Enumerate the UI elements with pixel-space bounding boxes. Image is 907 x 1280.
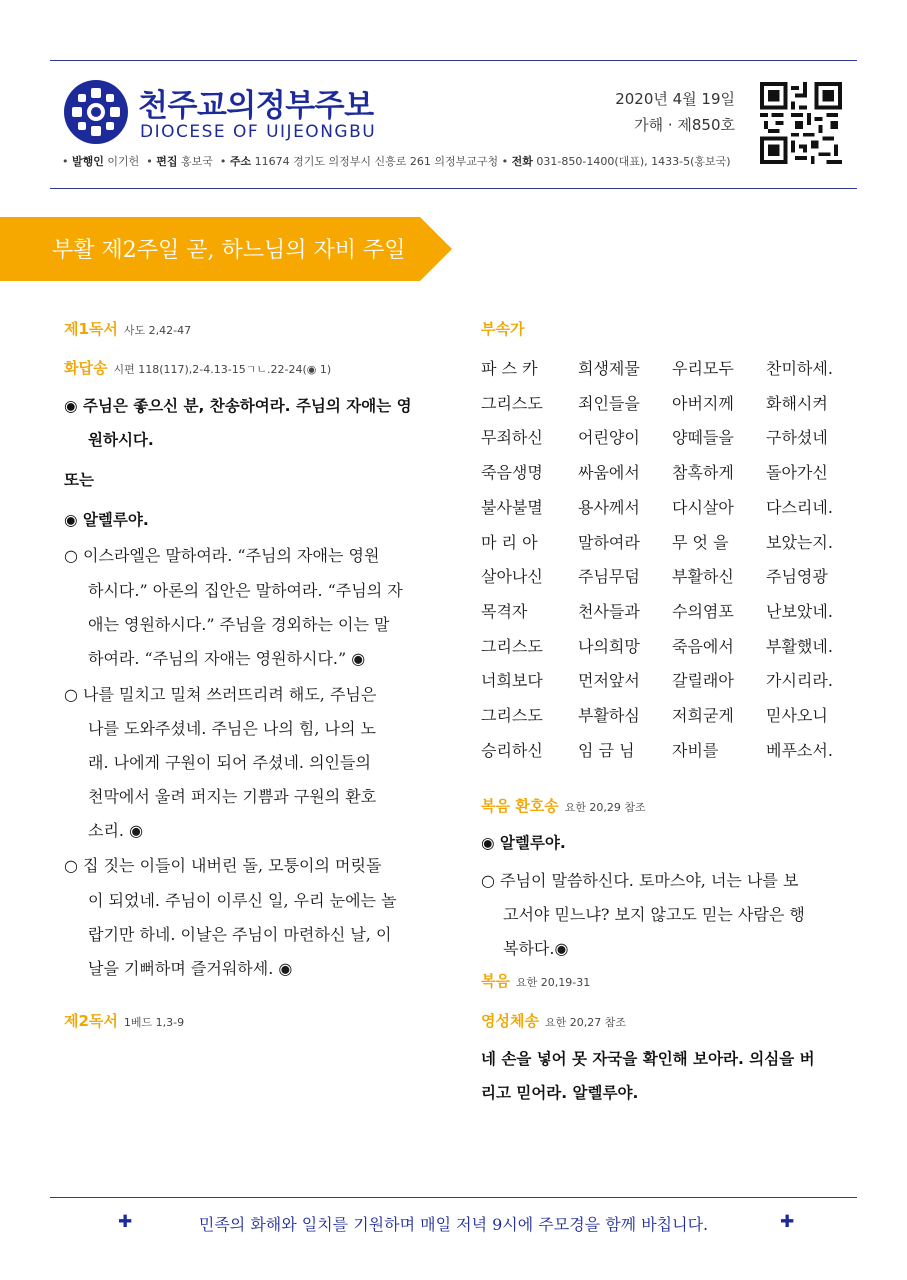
sequence-cell: 수의염포 [672, 601, 734, 621]
issue-number: 가해 · 제850호 [634, 116, 735, 134]
verse-line: 래. 나에게 구원이 되어 주셨네. 의인들의 [88, 753, 371, 772]
verse-line: 이 되었네. 주님이 이루신 일, 우리 눈에는 놀 [88, 891, 397, 910]
or-text: 또는 [64, 471, 94, 489]
header-divider [50, 188, 857, 189]
publisher-name: 이기헌 [107, 155, 140, 168]
verse-line: 하시다.” 아론의 집안은 말하여라. “주님의 자 [88, 581, 403, 600]
communion-label: 영성체송 [481, 1012, 539, 1030]
psalm-heading [64, 357, 331, 378]
sequence-cell: 자비를 [672, 740, 719, 760]
reading2-ref: 1베드 1,3-9 [123, 1016, 185, 1029]
alleluia-response: ◉ 알렐루야. [64, 511, 149, 529]
communion-heading [481, 1010, 626, 1031]
gospel-ref: 요한 20,19-31 [515, 976, 591, 989]
psalm-label: 화답송 [64, 359, 108, 377]
sequence-cell: 부활했네. [766, 636, 833, 656]
reading2-label: 제2독서 [64, 1012, 118, 1030]
gospel-label: 복음 [481, 972, 510, 990]
sequence-heading [481, 318, 524, 339]
sequence-cell: 목격자 [481, 601, 528, 621]
communion-text-line: 리고 믿어라. 알렐루야. [481, 1084, 639, 1102]
sequence-cell: 희생제물 [578, 359, 640, 378]
psalm-ref: 시편 118(117),2-4.13-15ㄱㄴ.22-24(◉ 1) [113, 363, 332, 376]
sequence-cell: 화해시켜 [766, 393, 828, 413]
sequence-cell: 보았는지. [766, 532, 833, 552]
sequence-cell: 천사들과 [578, 601, 640, 621]
sequence-cell: 불사불멸 [481, 497, 543, 517]
gospel-heading [481, 970, 590, 991]
sequence-cell: 너희보다 [481, 671, 543, 691]
sequence-cell: 부활하심 [578, 706, 640, 725]
sequence-cell: 나의희망 [578, 636, 640, 656]
verse-line: 나를 도와주셨네. 주님은 나의 힘, 나의 노 [88, 719, 376, 738]
sequence-cell: 베푸소서. [766, 740, 833, 760]
publisher-info: • 발행인 이기헌 • 편집 홍보국 • 주소 11674 경기도 의정부시 신흥로 261 의정부교구청 • 전화 031-850-1400(대표), 1433-5(홍보국) [62, 155, 731, 168]
verse-line: ○ 집 짓는 이들이 내버린 돌, 모퉁이의 머릿돌 [64, 856, 382, 875]
sequence-cell: 찬미하세. [766, 359, 833, 378]
sequence-cell: 우리모두 [672, 359, 734, 378]
verse-line: 날을 기뻐하며 즐거워하세. ◉ [88, 959, 293, 978]
footer-prayer-text: 민족의 화해와 일치를 기원하며 매일 저녁 9시에 주모경을 함께 바칩니다. [198, 1215, 709, 1234]
gospel-alleluia: ◉ 알렐루야. [481, 834, 566, 852]
sequence-cell: 그리스도 [481, 636, 543, 656]
verse-line: 랍기만 하네. 이날은 주님이 마련하신 날, 이 [88, 925, 392, 944]
sequence-cell: 용사께서 [578, 497, 640, 517]
sequence-cell: 부활하신 [672, 567, 734, 587]
gospel-acclamation-ref: 요한 20,29 참조 [564, 801, 646, 814]
gospel-verse-line: ○ 주님이 말씀하신다. 토마스야, 너는 나를 보 [481, 871, 799, 890]
verse-line: 소리. ◉ [88, 821, 144, 840]
verse-line: ○ 나를 밀치고 밀쳐 쓰러뜨리려 해도, 주님은 [64, 685, 377, 704]
response-line: ◉ 주님은 좋으신 분, 찬송하여라. 주님의 자애는 영 [64, 397, 412, 415]
reading1-label: 제1독서 [64, 320, 118, 338]
verse-line: ○ 이스라엘은 말하여라. “주님의 자애는 영원 [64, 546, 380, 565]
sequence-cell: 다스리네. [766, 497, 833, 517]
sequence-cell: 승리하신 [481, 740, 543, 760]
sequence-cell: 그리스도 [481, 706, 543, 725]
reading2-heading [64, 1010, 184, 1031]
sequence-cell: 말하여라 [578, 532, 640, 552]
sequence-cell: 가시리라. [766, 671, 833, 691]
address-value: 11674 경기도 의정부시 신흥로 261 의정부교구청 [254, 155, 499, 168]
sequence-cell: 마 리 아 [481, 532, 538, 552]
sequence-cell: 죄인들을 [578, 393, 640, 413]
verse-line: 하여라. “주님의 자애는 영원하시다.” ◉ [88, 649, 366, 668]
sequence-cell: 돌아가신 [766, 463, 828, 483]
communion-ref: 요한 20,27 참조 [544, 1016, 626, 1029]
cross-icon: ✚ [780, 1212, 795, 1232]
sequence-cell: 살아나신 [481, 567, 543, 587]
brand-title: 천주교의정부주보 [138, 88, 374, 124]
brand-subtitle: DIOCESE OF UIJEONGBU [140, 122, 377, 142]
sequence-cell: 먼저앞서 [578, 671, 640, 691]
sequence-cell: 양떼들을 [672, 428, 734, 448]
issue-date: 2020년 4월 19일 [615, 90, 735, 108]
sequence-cell: 무죄하신 [481, 428, 543, 448]
diocese-logo-icon [64, 80, 128, 144]
verse-line: 천막에서 울려 퍼지는 기쁨과 구원의 환호 [88, 787, 377, 806]
sequence-cell: 다시살아 [672, 497, 734, 517]
response-line: 원하시다. [88, 431, 154, 449]
sequence-cell: 믿사오니 [766, 706, 828, 725]
sequence-cell: 파 스 카 [481, 359, 538, 378]
phone-value: 031-850-1400(대표), 1433-5(홍보국) [536, 155, 731, 168]
reading1-ref: 사도 2,42-47 [123, 324, 192, 337]
address-label: 주소 [229, 155, 252, 168]
sequence-cell: 갈릴래아 [672, 671, 734, 691]
sequence-cell: 주님영광 [766, 567, 828, 587]
cross-icon: ✚ [118, 1212, 133, 1232]
qr-code-icon[interactable] [760, 82, 842, 164]
verse-line: 애는 영원하시다.” 주님을 경외하는 이는 말 [88, 615, 390, 634]
gospel-acclamation-heading [481, 795, 646, 816]
reading1-heading [64, 318, 191, 339]
sequence-cell: 싸움에서 [578, 463, 640, 483]
footer-divider [50, 1197, 857, 1198]
sequence-cell: 아버지께 [672, 393, 734, 413]
editor-name: 홍보국 [181, 155, 213, 168]
editor-label: 편집 [156, 155, 178, 168]
sequence-cell: 참혹하게 [672, 463, 734, 483]
sequence-cell: 죽음생명 [481, 463, 543, 483]
sequence-cell: 저희굳게 [672, 706, 734, 725]
sequence-label: 부속가 [481, 320, 525, 338]
gospel-verse-line: 고서야 믿느냐? 보지 않고도 믿는 사람은 행 [503, 905, 805, 924]
sequence-cell: 난보았네. [766, 601, 833, 621]
sequence-cell: 죽음에서 [672, 636, 734, 656]
communion-text-line: 네 손을 넣어 못 자국을 확인해 보아라. 의심을 버 [481, 1050, 815, 1068]
sequence-cell: 어린양이 [578, 428, 640, 448]
publisher-label: 발행인 [72, 155, 104, 168]
gospel-acclamation-label: 복음 환호송 [481, 797, 559, 815]
phone-label: 전화 [511, 155, 533, 168]
sunday-title: 부활 제2주일 곧, 하느님의 자비 주일 [52, 238, 406, 263]
sequence-cell: 임 금 님 [578, 740, 635, 760]
gospel-verse-line: 복하다.◉ [503, 939, 569, 958]
sequence-cell: 무 엇 을 [672, 532, 729, 552]
sequence-cell: 그리스도 [481, 393, 543, 413]
top-rule [50, 60, 857, 61]
sequence-cell: 구하셨네 [766, 428, 828, 448]
sequence-cell: 주님무덤 [578, 567, 640, 587]
